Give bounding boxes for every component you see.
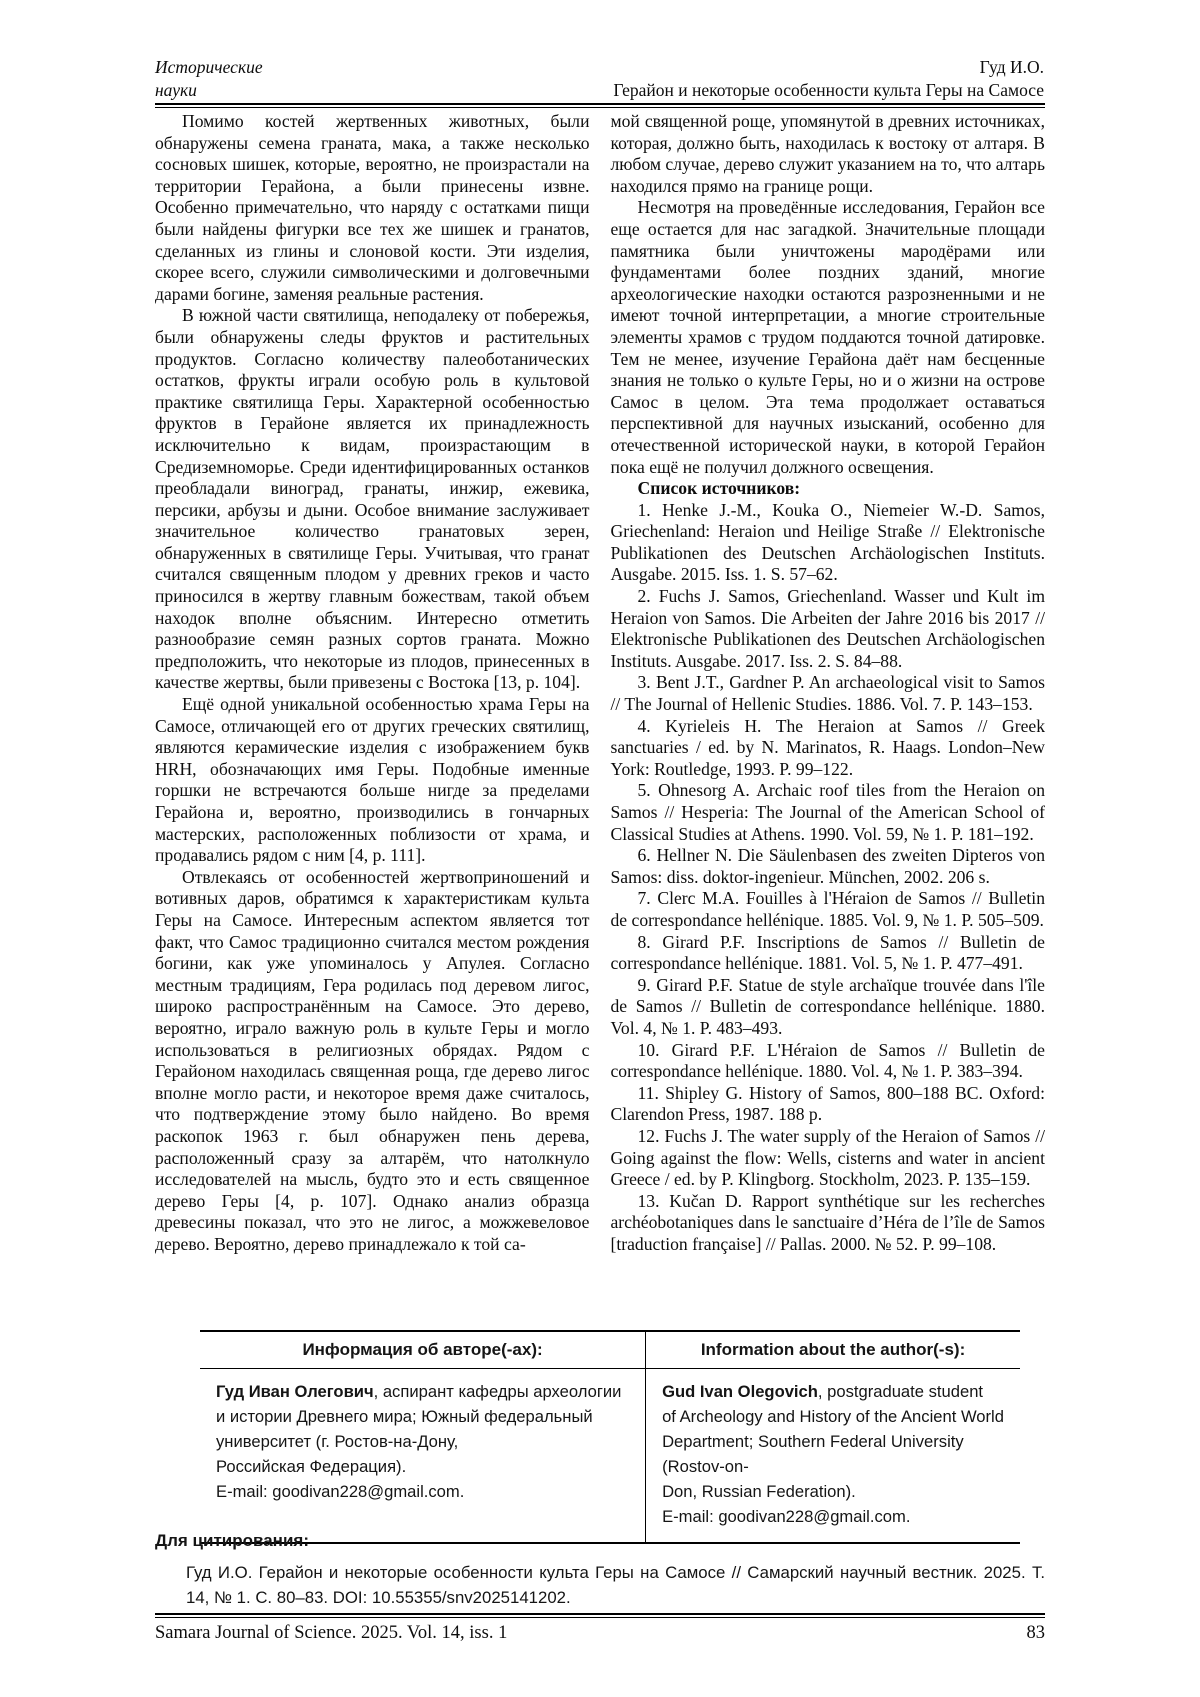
author-email-ru: E-mail: goodivan228@gmail.com. (216, 1482, 465, 1501)
author-info-line: Department; Southern Federal University (Rostov-on- (662, 1432, 964, 1476)
author-info-line (216, 1379, 629, 1404)
reference-item: 11. Shipley G. History of Samos, 800–188 BC. Oxford: Clarendon Press, 1987. 188 p. (610, 1082, 1045, 1125)
author-info-line: университет (г. Ростов-на-Дону, (216, 1432, 459, 1451)
author-info-en (646, 1369, 1020, 1542)
reference-item: 7. Clerc M.A. Fouilles à l'Héraion de Samos // Bulletin de correspondance hellénique. 1885. Vol. 9, № 1. P. 505–509. (610, 888, 1045, 930)
reference-item: 1. Henke J.-M., Kouka O., Niemeier W.-D. Samos, Griechenland: Heraion und Heilige Straße // Elektronische Publikationen des Deutschen Archäologischen Instituts. Ausgabe. 2015. Iss. 1. S. 57–62. (610, 499, 1045, 585)
reference-item: 6. Hellner N. Die Säulenbasen des zweiten Dipteros von Samos: diss. doktor-ingenieur. München, 2002. 206 s. (610, 845, 1045, 887)
author-info-ru (200, 1369, 646, 1542)
reference-item: 12. Fuchs J. The water supply of the Heraion of Samos // Going against the flow: Wells, cisterns and water in ancient Greece / ed. by P. Klingborg. Stockholm, 2023. P. 135–159. (610, 1125, 1045, 1190)
citation-heading: Для цитирования: (155, 1531, 309, 1550)
author-email-en: E-mail: goodivan228@gmail.com. (662, 1507, 911, 1526)
reference-item: 3. Bent J.T., Gardner P. An archaeological visit to Samos // The Journal of Hellenic Studies. 1886. Vol. 7. P. 143–153. (610, 672, 1045, 715)
author-info-line: и истории Древнего мира; Южный федеральный (216, 1407, 593, 1426)
reference-item: 8. Girard P.F. Inscriptions de Samos // Bulletin de correspondance hellénique. 1881. Vol. 5, № 1. P. 477–491. (610, 931, 1045, 974)
reference-item: 10. Girard P.F. L'Héraion de Samos // Bulletin de correspondance hellénique. 1880. Vol. 4, № 1. P. 383–394. (610, 1039, 1045, 1082)
references-heading: Список источников: (637, 478, 801, 499)
reference-item: 2. Fuchs J. Samos, Griechenland. Wasser und Kult im Heraion von Samos. Die Arbeiten der Jahre 2016 bis 2017 // Elektronische Publikationen des Deutschen Archäologischen Instituts. Ausgabe. 2017. Iss. 2. S. 84–88. (610, 586, 1045, 671)
footer-page-number: 83 (1026, 1623, 1045, 1643)
author-role-en: , postgraduate student (817, 1382, 984, 1401)
reference-item: 4. Kyrieleis H. The Heraion at Samos // Greek sanctuaries / ed. by N. Marinatos, R. Haags. London–New York: Routledge, 1993. P. 99–122. (610, 715, 1045, 779)
author-table-header-ru: Информация об авторе(-ах): (200, 1332, 646, 1368)
author-info-line: of Archeology and History of the Ancient World (662, 1407, 1004, 1426)
body-paragraph: Отвлекаясь от особенностей жертвоприношений и вотивных даров, обратимся к характеристикам культа Геры на Самосе. Интересным аспектом является тот факт, что Самос традиционно считался местом рождения богини, как уже упоминалось у Апулея. Согласно местным традициям, Гера родилась под деревом лигос, широко распространённым на Самосе. Это дерево, вероятно, играло важную роль в культе Геры и могло использоваться в религиозных обрядах. Рядом с Герайоном находилась священная роща, где дерево лигос вполне могло расти, и некоторое время даже считалось, что подтверждение этому было найдено. Во время раскопок 1963 г. был обнаружен пень дерева, расположенный сразу за алтарём, что натолкнуло исследователей на мысль, будто это и есть священное дерево Геры [4, p. 107]. Однако анализ образца древесины показал, что это не лигос, а можжевеловое дерево. Вероятно, дерево принадлежало к той са- (155, 866, 590, 1254)
running-head-article (613, 56, 1044, 102)
left-column (155, 111, 590, 1255)
article-body (155, 111, 1045, 1255)
author-info-line: Российская Федерация). (216, 1457, 407, 1476)
section-line1: Исторические (155, 57, 263, 77)
reference-item: 5. Ohnesorg A. Archaic roof tiles from the Heraion on Samos // Hesperia: The Journal of the American School of Classical Studies at Athens. 1990. Vol. 59, № 1. P. 181–192. (610, 780, 1045, 844)
reference-item: 13. Kučan D. Rapport synthétique sur les recherches archéobotaniques dans le sanctuaire d’Héra de l’île de Samos [traduction française] // Pallas. 2000. № 52. P. 99–108. (610, 1190, 1045, 1254)
page-footer (155, 1622, 1045, 1644)
footer-rule (155, 1613, 1045, 1618)
reference-item: 9. Girard P.F. Statue de style archaïque trouvée dans l'île de Samos // Bulletin de correspondance hellénique. 1880. Vol. 4, № 1. P. 483–493. (610, 974, 1045, 1038)
body-paragraph: Несмотря на проведённые исследования, Герайон все еще остается для нас загадкой. Значительные площади памятника были уничтожены мародёрами или фундаментами более поздних зданий, многие археологические находки остаются разрозненными и не имеют точной интерпретации, а многие строительные элементы храмов с трудом поддаются точной датировке. Тем не менее, изучение Герайона даёт нам бесценные знания не только о культе Геры, но и о жизни на острове Самос в целом. Эта тема продолжает оставаться перспективной для научных изысканий, особенно для отечественной исторической науки, в которой Герайон пока ещё не получил должного освещения. (610, 197, 1045, 477)
running-author: Гуд И.О. (979, 57, 1044, 77)
author-table-header-en: Information about the author(-s): (700, 1340, 966, 1359)
author-name-en: Gud Ivan Olegovich (662, 1382, 818, 1401)
author-name-ru: Гуд Иван Олегович (216, 1382, 374, 1401)
footer-journal-title: Samara Journal of Science. 2025. Vol. 14, iss. 1 (155, 1623, 508, 1643)
body-paragraph: Помимо костей жертвенных животных, были обнаружены семена граната, мака, а также несколько сосновых шишек, которые, вероятно, не произрастали на территории Герайона, а были принесены извне. Особенно примечательно, что наряду с остатками пищи были найдены фигурки все тех же шишек и гранатов, сделанных из глины и слоновой кости. Эти изделия, скорее всего, служили символическими и долговечными дарами богине, заменяя реальные растения. (155, 111, 590, 304)
running-head-section (155, 56, 263, 102)
right-column (611, 111, 1046, 1255)
author-info-table (200, 1330, 1020, 1544)
body-paragraph-continuation: мой священной роще, упомянутой в древних источниках, которая, должно быть, находилась к востоку от алтаря. В любом случае, дерево служит указанием на то, что алтарь находился прямо на границе рощи. (610, 111, 1045, 196)
running-title: Герайон и некоторые особенности культа Геры на Самосе (613, 80, 1044, 100)
body-paragraph: Ещё одной уникальной особенностью храма Геры на Самосе, отличающей его от других греческих святилищ, являются керамические изделия с изображением букв HRH, обозначающих имя Геры. Подобные именные горшки не встречаются больше нигде за пределами Герайона и, вероятно, производились в гончарных мастерских, расположенных поблизости от храма, и продавались рядом с ним [4, p. 111]. (155, 694, 590, 866)
citation-text: Гуд И.О. Герайон и некоторые особенности культа Геры на Самосе // Самарский научный вестник. 2025. Т. 14, № 1. С. 80–83. DOI: 10.55355/snv2025141202. (186, 1563, 1045, 1607)
author-info-line: Don, Russian Federation). (662, 1482, 856, 1501)
section-line2: науки (155, 80, 197, 100)
author-role-ru: , аспирант кафедры археологии (373, 1382, 622, 1401)
header-rule (155, 103, 1045, 108)
author-table-header-row (200, 1330, 1020, 1369)
body-paragraph: В южной части святилища, неподалеку от побережья, были обнаружены следы фруктов и растительных продуктов. Согласно количеству палеоботанических остатков, фрукты играли особую роль в культовой практике святилища Геры. Характерной особенностью фруктов в Герайоне является их принадлежность исключительно к видам, произрастающим в Средиземноморье. Среди идентифицированных останков преобладали виноград, гранаты, инжир, ежевика, персики, арбузы и дыни. Особое внимание заслуживает значительное количество гранатовых зерен, обнаруженных в святилище Геры. Учитывая, что гранат считался священным плодом у древних греков и часто приносился в жертву главным божествам, такой объем находок вполне объясним. Интересно отметить разнообразие семян разных сортов граната. Можно предположить, что некоторые из плодов, принесенных в качестве жертвы, были привезены с Востока [13, p. 104]. (155, 305, 590, 693)
author-table-body-row (200, 1369, 1020, 1544)
author-info-line (662, 1379, 1004, 1404)
